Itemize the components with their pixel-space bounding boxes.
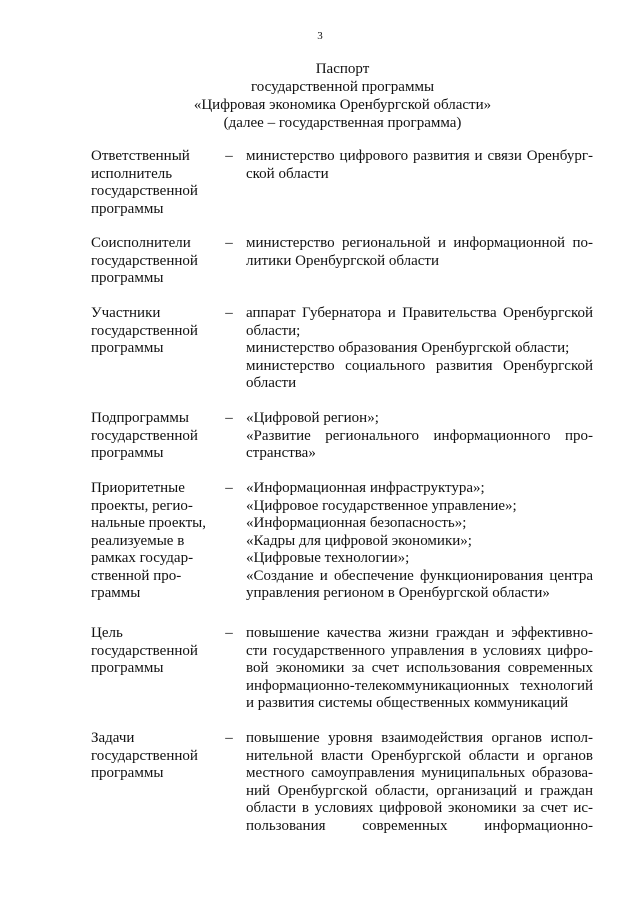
row-value (246, 235, 593, 270)
label-line: исполнитель (91, 165, 173, 182)
label-line: ственной про- (91, 567, 182, 584)
value-line: области (246, 375, 297, 391)
value-line: «Информационная безопасность»; (246, 515, 467, 531)
label-line: Приоритетные (91, 480, 185, 496)
value-line: «Цифровое государственное управление»; (246, 497, 517, 514)
header-line: государственной программы (250, 79, 435, 95)
row-dash: – (225, 625, 233, 641)
value-line: пользования современных информационно- (246, 817, 593, 834)
value-line: «Цифровые технологии»; (246, 550, 410, 566)
value-line: «Информационная инфраструктура»; (246, 480, 485, 496)
row-dash: – (225, 235, 233, 251)
row-label (91, 235, 221, 288)
label-line: граммы (91, 585, 141, 601)
value-line: аппарат Губернатора и Правительства Оренбургской (246, 305, 593, 321)
value-line: повышение качества жизни граждан и эффективно- (246, 625, 593, 641)
value-line: управления регионом в Оренбургской области» (246, 585, 550, 601)
label-line: программы (91, 270, 164, 286)
value-line: информационно-телекоммуникационных технологий (246, 677, 593, 694)
value-line: «Создание и обеспечение функционирования центра (246, 567, 593, 584)
row-value (246, 305, 593, 393)
row-label (91, 410, 221, 463)
label-line: Соисполнители (91, 235, 191, 251)
label-line: рамках государ- (91, 550, 194, 566)
header-line: Паспорт (315, 61, 370, 77)
label-line: государственной (91, 183, 198, 199)
label-line: государственной (91, 747, 198, 764)
value-line: «Цифровой регион»; (246, 410, 379, 426)
value-line: сти государственного управления в условиях цифро- (246, 642, 593, 659)
value-line: литики Оренбургской области (246, 252, 439, 269)
value-line: министерство региональной и информационной по- (246, 235, 593, 251)
label-line: Подпрограммы (91, 410, 189, 426)
label-line: проекты, регио- (91, 497, 193, 514)
row-label (91, 148, 221, 218)
row-dash: – (225, 480, 233, 496)
label-line: программы (91, 445, 164, 461)
label-line: Задачи (91, 730, 135, 746)
label-line: программы (91, 660, 164, 676)
value-line: министерство цифрового развития и связи Оренбург- (246, 148, 593, 164)
label-line: государственной (91, 252, 198, 269)
row-value (246, 410, 593, 463)
row-dash: – (225, 410, 233, 426)
value-line: местного самоуправления муниципальных образова- (246, 765, 593, 781)
row-value (246, 148, 593, 183)
label-line: Участники (91, 305, 161, 321)
label-line: нальные проекты, (91, 515, 206, 531)
label-line: программы (91, 200, 164, 217)
value-line: нительной власти Оренбургской области и органов (246, 747, 593, 764)
value-line: и развития системы общественных коммуникаций (246, 695, 569, 711)
row-dash: – (225, 730, 233, 746)
row-dash: – (225, 148, 233, 164)
label-line: реализуемые в (91, 532, 185, 549)
row-label (91, 305, 221, 358)
label-line: государственной (91, 322, 198, 339)
header-line: «Цифровая экономика Оренбургской области» (193, 97, 492, 113)
header-line: (далее – государственная программа) (223, 115, 462, 131)
label-line: программы (91, 340, 164, 356)
label-line: Цель (91, 625, 123, 641)
value-line: министерство социального развития Оренбургской (246, 357, 593, 374)
label-line: государственной (91, 427, 198, 444)
page-number: 3 (317, 30, 323, 42)
row-label (91, 730, 221, 783)
value-line: «Кадры для цифровой экономики»; (246, 532, 472, 549)
label-line: Ответственный (91, 148, 190, 164)
value-line: министерство образования Оренбургской области; (246, 340, 570, 356)
value-line: повышение уровня взаимодействия органов испол- (246, 730, 593, 746)
row-value (246, 625, 593, 713)
value-line: странства» (246, 445, 316, 461)
value-line: «Развитие регионального информационного про- (246, 427, 593, 444)
row-value (246, 480, 593, 603)
value-line: ний Оренбургской области, организаций и граждан (246, 782, 593, 799)
value-line: ской области (246, 165, 329, 182)
row-value (246, 730, 593, 835)
value-line: области в условиях цифровой экономики за счет ис- (246, 800, 593, 816)
label-line: государственной (91, 642, 198, 659)
row-label (91, 625, 221, 678)
value-line: области; (246, 322, 301, 339)
value-line: вой экономики за счет использования современных (246, 660, 593, 676)
row-dash: – (225, 305, 233, 321)
label-line: программы (91, 765, 164, 781)
row-label (91, 480, 221, 603)
